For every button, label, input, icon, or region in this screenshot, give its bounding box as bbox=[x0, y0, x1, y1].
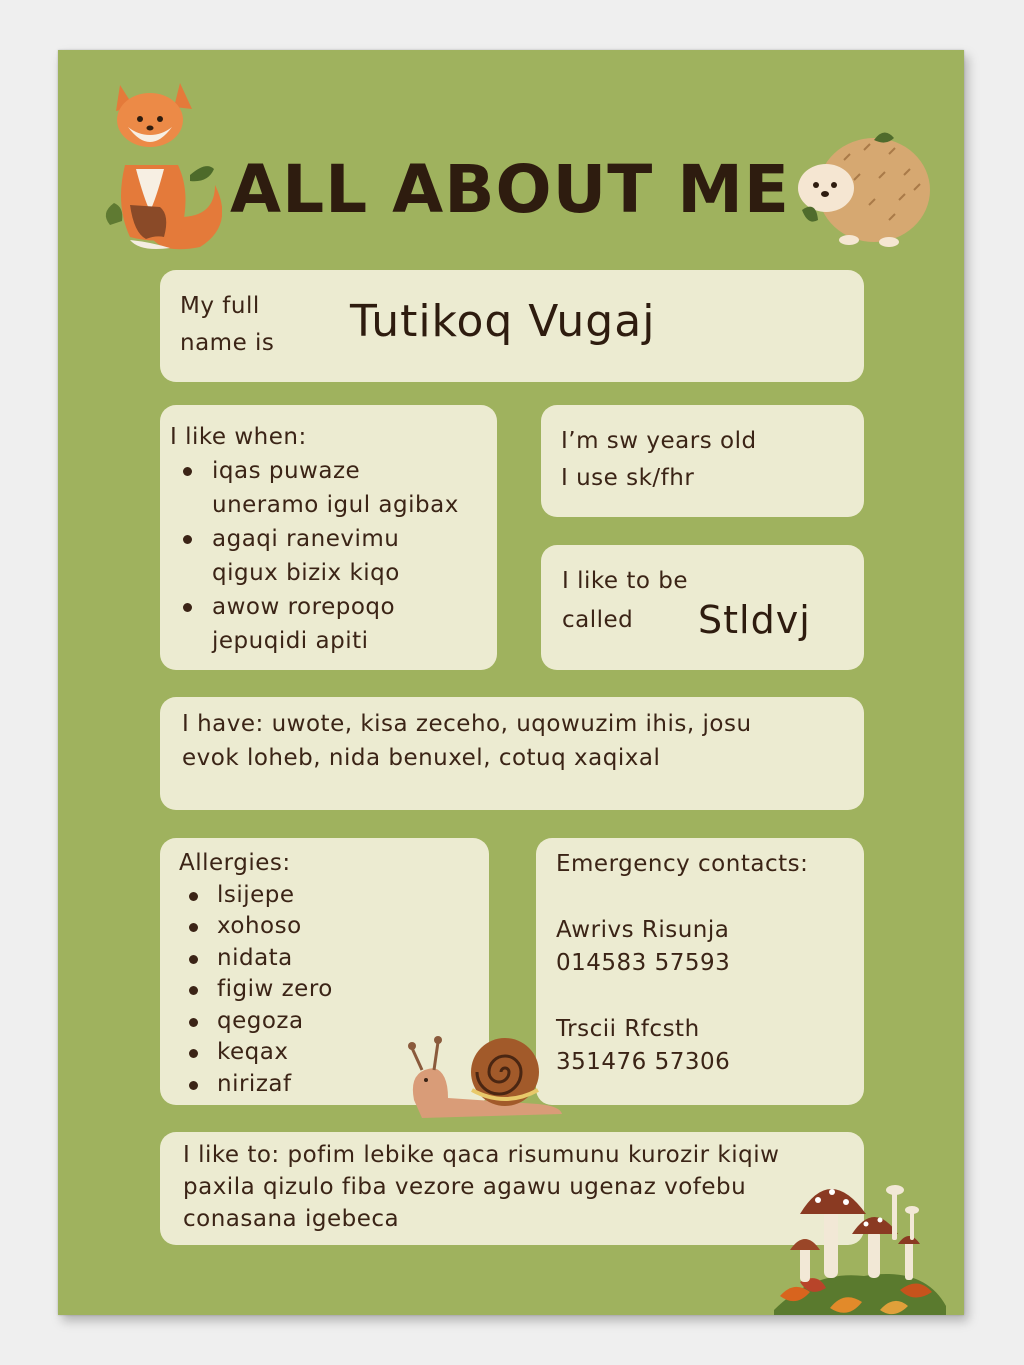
contact-name: Awrivs Risunja bbox=[556, 917, 730, 943]
list-item-line: qigux bizix kiqo bbox=[212, 560, 400, 586]
contact-name: Trscii Rfcsth bbox=[556, 1016, 700, 1042]
called-label-line2: called bbox=[562, 607, 634, 633]
list-item: nirizaf bbox=[179, 1069, 489, 1101]
emergency-heading: Emergency contacts: bbox=[556, 851, 809, 877]
list-item: lsijepe bbox=[179, 880, 489, 912]
list-item-line: agaqi ranevimu bbox=[212, 526, 400, 552]
likes-when-list bbox=[170, 454, 497, 658]
list-item bbox=[170, 590, 497, 658]
name-label-line2: name is bbox=[180, 330, 275, 356]
list-item-line: uneramo igul agibax bbox=[212, 492, 459, 518]
hedgehog-icon bbox=[794, 130, 934, 252]
list-item: nidata bbox=[179, 943, 489, 975]
contact-phone: 014583 57593 bbox=[556, 950, 731, 976]
called-label-line1: I like to be bbox=[562, 568, 688, 594]
list-item-line: awow rorepoqo bbox=[212, 594, 396, 620]
list-item: keqax bbox=[179, 1037, 489, 1069]
full-name-value: Tutikoq Vugaj bbox=[350, 296, 656, 347]
like-to-line-1: I like to: pofim lebike qaca risumunu kurozir kiqiw bbox=[183, 1142, 780, 1168]
list-item: xohoso bbox=[179, 911, 489, 943]
pronoun-line: I use sk/fhr bbox=[561, 465, 695, 491]
mushroom-cluster-icon bbox=[770, 1170, 948, 1315]
emergency-card bbox=[536, 838, 864, 1105]
nickname-value: Stldvj bbox=[698, 598, 811, 642]
page-title: ALL ABOUT ME bbox=[230, 151, 791, 228]
list-item bbox=[170, 454, 497, 522]
snail-icon bbox=[400, 1030, 565, 1122]
like-to-card bbox=[160, 1132, 864, 1245]
list-item-line: iqas puwaze bbox=[212, 458, 361, 484]
like-to-line-2: paxila qizulo fiba vezore agawu ugenaz vofebu bbox=[183, 1174, 747, 1200]
list-item bbox=[170, 522, 497, 590]
likes-when-card bbox=[160, 405, 497, 670]
list-item: qegoza bbox=[179, 1006, 489, 1038]
have-card bbox=[160, 697, 864, 810]
age-line: I’m sw years old bbox=[561, 428, 757, 454]
contact-phone: 351476 57306 bbox=[556, 1049, 731, 1075]
name-card bbox=[160, 270, 864, 382]
called-card bbox=[541, 545, 864, 670]
allergies-heading: Allergies: bbox=[179, 850, 291, 876]
list-item-line: jepuqidi apiti bbox=[212, 628, 369, 654]
name-label-line1: My full bbox=[180, 293, 260, 319]
fox-icon bbox=[100, 75, 222, 253]
have-line-2: evok loheb, nida benuxel, cotuq xaqixal bbox=[182, 745, 661, 771]
age-card bbox=[541, 405, 864, 517]
list-item: figiw zero bbox=[179, 974, 489, 1006]
likes-when-heading: I like when: bbox=[170, 424, 307, 450]
like-to-line-3: conasana igebeca bbox=[183, 1206, 400, 1232]
have-line-1: I have: uwote, kisa zeceho, uqowuzim ihis, josu bbox=[182, 711, 752, 737]
